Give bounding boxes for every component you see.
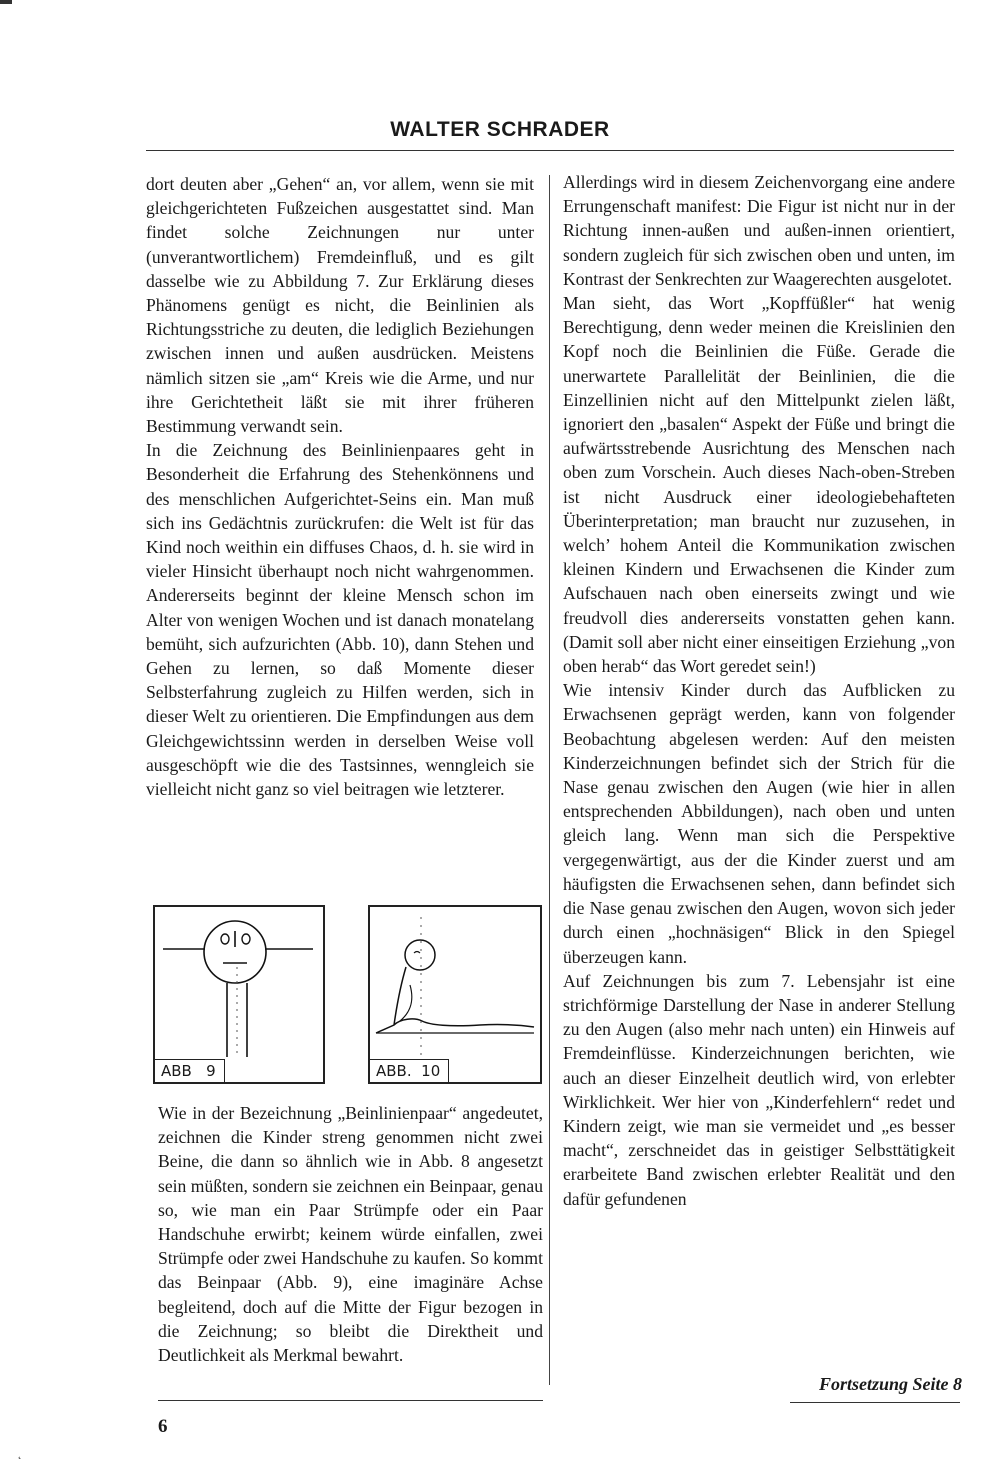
paragraph: Allerdings wird in diesem Zeichenvorgang eine andere Errungenschaft manifest: Die Figur ist nicht nur in der Richtung innen-außen und außen-innen orientiert, sondern zugleich für sich zwischen oben und unten, im Kontrast der Senkrechten zur Waagerechten ausgelotet. [563,172,955,289]
page-number: 6 [158,1416,168,1437]
baby-arm [400,985,412,1021]
head-circle [204,921,266,983]
paragraph: In die Zeichnung des Beinlinienpaares geht in Besonderheit die Erfahrung des Stehenkönnens und des menschlichen Aufgerichtet-Seins ein. Man muß sich ins Gedächtnis zurückrufen: die Welt ist für das Kind noch weithin ein diffuses Chaos, d. h. sie wird in vieler Hinsicht überhaupt noch nicht wahrgenommen. Andererseits beginnt der kleine Mensch schon im Alter von wenigen Wochen und ist danach monatelang bemüht, sich aufzurichten (Abb. 10), dann Stehen und Gehen zu lernen, so daß Momente dieser Selbsterfahrung zugleich zu Hilfen werden, sich in dieser Welt zu orientieren. Die Empfindungen aus dem Gleichgewichtssinn werden in derselben Weise voll ausgeschöpft wie die des Tastsinnes, wenngleich sie vielleicht nicht ganz so viel beitragen wie letzterer. [146,440,534,800]
scan-mark: ˛ [18,1448,22,1460]
running-head: WALTER SCHRADER [390,118,610,141]
baby-eye [414,952,420,954]
figure-10-drawing [370,907,540,1060]
column-divider [549,175,550,1385]
left-eye [221,934,229,944]
paragraph: Auf Zeichnungen bis zum 7. Lebensjahr ist eine strichförmige Darstellung der Nase in anderer Stellung zu den Augen (also mehr nach unten) ein Hinweis auf Fremdeinflüsse. Kinderzeichnungen berichten, wie auch an dieser Einzelheit deutlich wird, von erlebter Wirklichkeit. Wer hier von „Kinderfehlern“ redet und Kindern zeigt, wie man sie vermeidet und „es besser macht“, zerschneidet das in geistiger Selbsttätigkeit erarbeitete Band zwischen erlebter Realität und den dafür gefundenen [563,970,955,1209]
right-column [563,170,955,1211]
paragraph: Wie in der Bezeichnung „Beinlinienpaar“ angedeutet, zeichnen die Kinder streng genommen nicht zwei Beine, die dann so ähnlich wie in Abb. 8 angesetzt sein müßten, sondern sie zeichnen ein Beinpaar, genau so, wie man ein Paar Strümpfe oder ein Paar Handschuhe erwirbt; keinem würde einfallen, zwei Strümpfe oder zwei Handschuhe zu kaufen. So kommt das Beinpaar (Abb. 9), eine imaginäre Achse begleitend, doch auf die Mitte der Figur bezogen in die Zeichnung; so bleibt die Direktheit und Deutlichkeit als Merkmal bewahrt. [158,1103,544,1366]
paragraph: dort deuten aber „Gehen“ an, vor allem, wenn sie mit gleichgerichteten Fußzeichen ausgestattet sind. Man findet solche Zeichnungen nur unter (unverantwortlichem) Fremdeinfluß, und es gilt dasselbe wie zu Abbildung 7. Zur Erklärung dieses Phänomens genügt es nicht, die Beinlinien als Richtungsstriche zu deuten, die lediglich Beziehungen zwischen innen und außen ausdrücken. Meistens nämlich sitzen sie „am“ Kreis wie die Arme, und nur ihre Gerichtetheit läßt sie mit ihrer früheren Bestimmung verwandt sein. [146,174,534,437]
header-rule [146,150,954,151]
baby-body-outline [376,967,534,1033]
figure-abb-10 [368,905,542,1084]
baby-head-circle [405,940,435,970]
right-eye [242,934,250,944]
left-column-top [146,172,534,801]
figure-abb-9 [153,905,325,1084]
figure-9-caption: ABB 9 [155,1059,225,1082]
paragraph: Wie intensiv Kinder durch das Aufblicken zu Erwachsenen geprägt werden, kann von folgender Beobachtung abgelesen werden: Auf den meisten Kinderzeichnungen befindet sich der Strich für die Nase genau zwischen den Augen (wie hier in allen entsprechenden Abbildungen), nach oben und unten gleich lang. Wenn man sich die Perspektive vergegenwärtigt, aus der die Kinder zuerst und am häufigsten die Erwachsenen sehen, dann befindet sich die Nase genau zwischen den Augen, wovon sich jeder durch einen „hochnäsigen“ Blick in den Spiegel überzeugen kann. [563,680,955,967]
figure-10-caption: ABB. 10 [370,1059,449,1082]
scan-corner-mark [0,0,12,4]
footer-rule-left [158,1400,543,1401]
paragraph: Man sieht, das Wort „Kopffüßler“ hat wenig Berechtigung, denn weder meinen die Kreislinien den Kopf noch die Beinlinien die Füße. Gerade die unerwartete Parallelität der Beinlinien, die die Einzellinien nicht auf den Mittelpunkt zielen läßt, ignoriert den „basalen“ Aspekt der Füße und bringt die aufwärtsstrebende Ausrichtung des Menschen nach oben zum Vorschein. Auch dieses Nach-oben-Streben ist nicht Ausdruck einer ideologiebehafteten Überinterpretation; man braucht nur zuzusehen, in welch’ hohem Anteil die Kommunikation zwischen kleinen Kindern und Erwachsenen die Kinder zum Aufschauen nach oben einerseits zwingt und wie freudvoll dies andererseits vonstatten gehen kann. (Damit soll aber nicht einer einseitigen Erziehung „von oben herab“ das Wort geredet sein!) [563,293,955,677]
figure-9-drawing [155,907,323,1060]
continuation-note: Fortsetzung Seite 8 [818,1374,962,1394]
footer-rule-right [790,1402,960,1403]
left-column-bottom [158,1101,543,1367]
